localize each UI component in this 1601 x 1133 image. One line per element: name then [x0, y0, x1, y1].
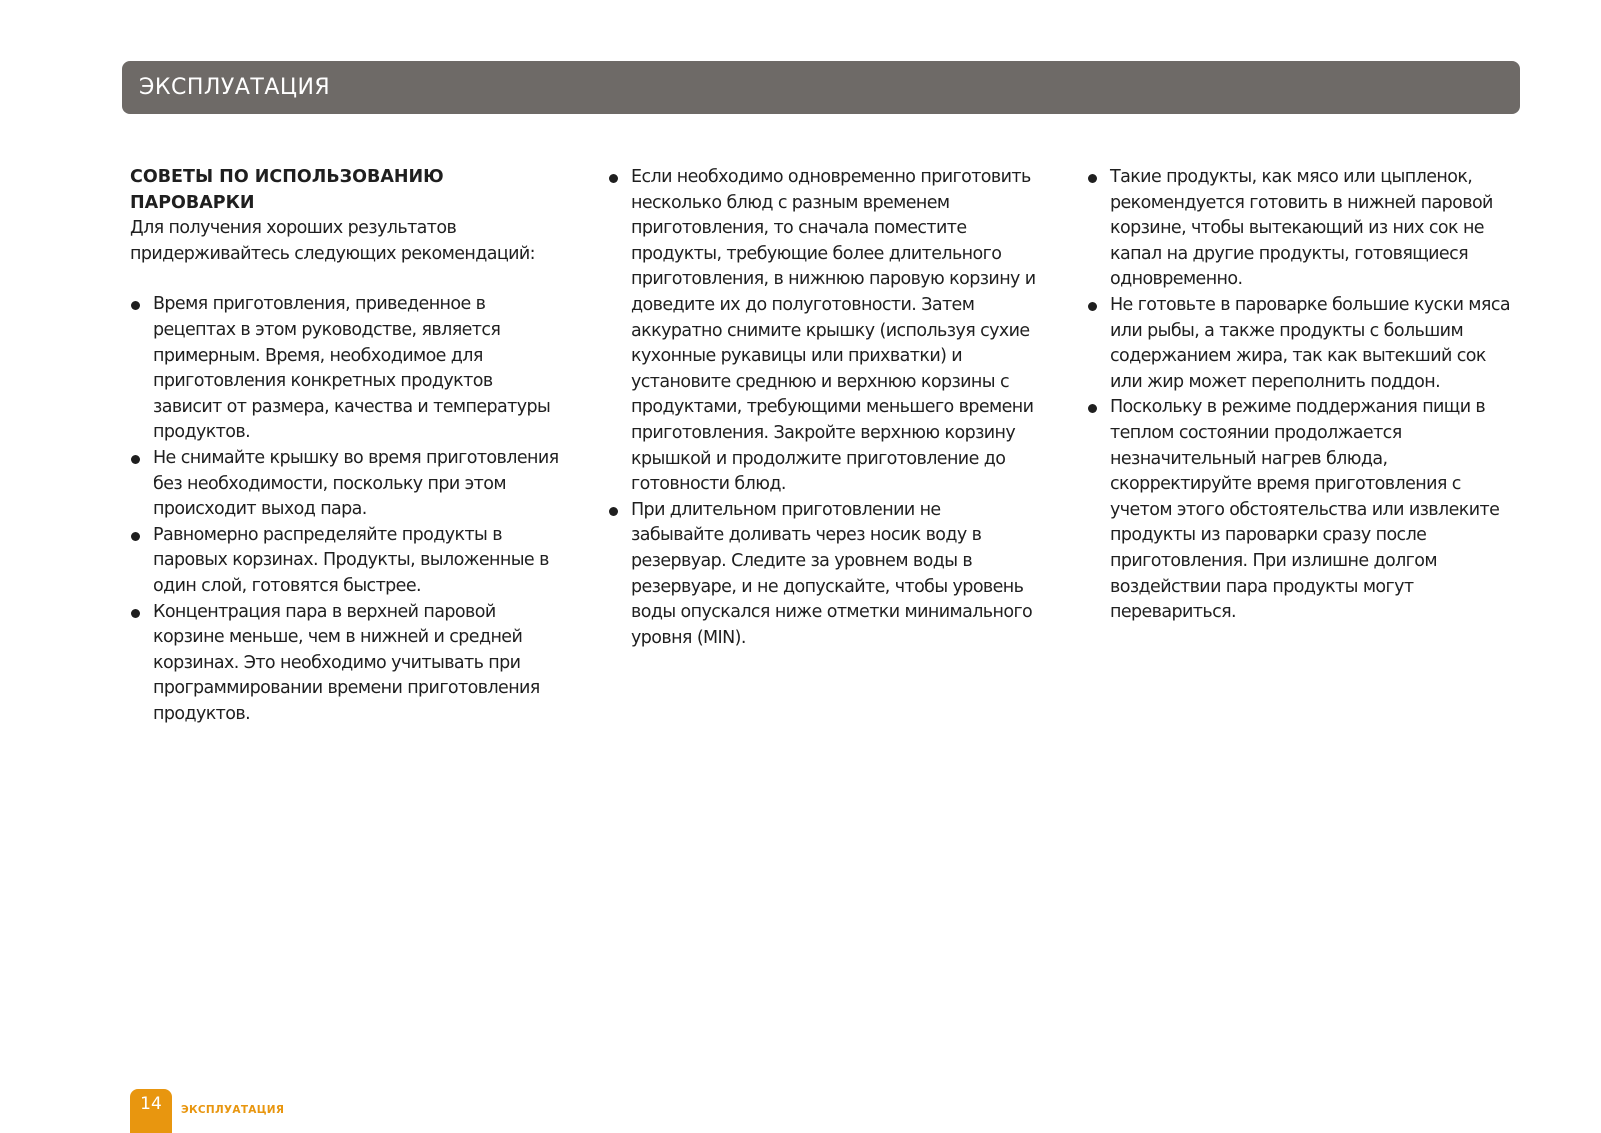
list-item-text: Не снимайте крышку во время приготовления без необходимости, поскольку при этом происходит выход пара.: [153, 447, 559, 520]
list-item-text: Если необходимо одновременно приготовить несколько блюд с разным временем приготовления, то сначала поместите продукты, требующие более длительного приготовления, в нижнюю паровую корзину и доведите их до полуготовности. Затем аккуратно снимите крышку (используя сухие кухонные рукавицы или прихватки) и установите среднюю и верхнюю корзины с продуктами, требующими меньшего времени приготовления. Закройте верхнюю корзину крышкой и продолжите приготовление до готовности блюд.: [631, 167, 1036, 495]
page-number: 14: [140, 1094, 162, 1114]
list-item: [130, 600, 560, 728]
column-3: [1087, 165, 1517, 626]
page-title: ЭКСПЛУАТАЦИЯ: [139, 75, 331, 100]
bullet-icon: [131, 532, 140, 541]
list-item: [1087, 165, 1517, 293]
list-item-text: Равномерно распределяйте продукты в паровых корзинах. Продукты, выложенные в один слой, готовятся быстрее.: [153, 524, 549, 596]
list-item-text: При длительном приготовлении не забывайте доливать через носик воду в резервуар. Следите за уровнем воды в резервуаре, и не допускайте, чтобы уровень воды опускался ниже отметки минимального уровня (MIN).: [631, 499, 1033, 648]
bullet-icon: [1088, 302, 1097, 311]
bullet-icon: [131, 609, 140, 618]
column-2: [608, 165, 1038, 651]
bullet-icon: [1088, 174, 1097, 183]
list-item-text: Время приготовления, приведенное в рецептах в этом руководстве, является примерным. Время, необходимое для приготовления конкретных продуктов зависит от размера, качества и температуры продуктов.: [153, 294, 551, 443]
bullet-icon: [131, 455, 140, 464]
list-item: [130, 523, 560, 600]
bullet-list: [608, 165, 1038, 651]
bullet-list: [1087, 165, 1517, 626]
bullet-list: [130, 292, 560, 727]
list-item: [130, 446, 560, 523]
column-1: [130, 165, 560, 727]
list-item-text: Такие продукты, как мясо или цыпленок, рекомендуется готовить в нижней паровой корзине, чтобы вытекающий из них сок не капал на другие продукты, готовящиеся одновременно.: [1110, 167, 1493, 290]
page-number-badge: [130, 1089, 172, 1133]
list-item: [1087, 293, 1517, 395]
list-item: [608, 498, 1038, 652]
bullet-icon: [131, 301, 140, 310]
list-item-text: Поскольку в режиме поддержания пищи в теплом состоянии продолжается незначительный нагрев блюда, скорректируйте время приготовления с учетом этого обстоятельства или извлеките продукты из пароварки сразу после приготовления. При излишне долгом воздействии пара продукты могут перевариться.: [1110, 397, 1500, 623]
bullet-icon: [609, 507, 618, 516]
list-item: [608, 165, 1038, 498]
header-bar: [122, 61, 1520, 114]
list-item-text: Концентрация пара в верхней паровой корзине меньше, чем в нижней и средней корзинах. Это необходимо учитывать при программировании времени приготовления продуктов.: [153, 601, 540, 724]
bullet-icon: [609, 174, 618, 183]
intro-text: Для получения хороших результатов придерживайтесь следующих рекомендаций:: [130, 218, 535, 264]
bullet-icon: [1088, 404, 1097, 413]
list-item: [130, 292, 560, 446]
footer-section-label: ЭКСПЛУАТАЦИЯ: [181, 1104, 285, 1116]
list-item: [1087, 395, 1517, 625]
section-title: СОВЕТЫ ПО ИСПОЛЬЗОВАНИЮ ПАРОВАРКИ: [130, 167, 444, 213]
list-item-text: Не готовьте в пароварке большие куски мяса или рыбы, а также продукты с большим содержанием жира, так как вытекший сок или жир может переполнить поддон.: [1110, 294, 1510, 392]
